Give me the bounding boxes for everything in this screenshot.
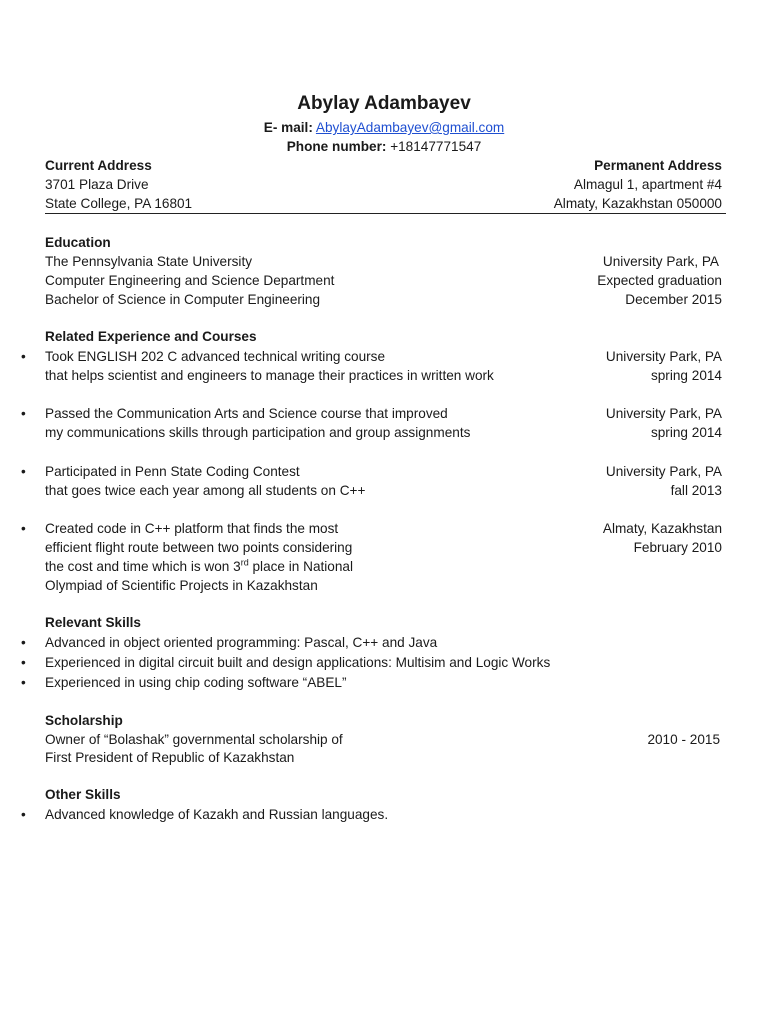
experience-date: February 2010 xyxy=(633,540,722,555)
section-heading-skills: Relevant Skills xyxy=(45,615,141,630)
experience-item-cont xyxy=(45,423,722,442)
phone-label: Phone number: xyxy=(286,139,387,154)
scholarship-line: First President of Republic of Kazakhstan xyxy=(45,750,295,765)
skill-text: Experienced in using chip coding software “ABEL” xyxy=(45,675,347,690)
bullet-icon: • xyxy=(21,464,26,479)
address-title-row xyxy=(45,156,722,175)
permanent-address-title: Permanent Address xyxy=(594,158,722,173)
bullet-icon: • xyxy=(21,635,26,650)
experience-item-cont xyxy=(45,557,722,576)
email-label: E- mail: xyxy=(263,120,313,135)
experience-item-cont xyxy=(45,366,722,385)
experience-date: spring 2014 xyxy=(650,368,722,383)
education-date: December 2015 xyxy=(625,292,722,307)
bullet-icon: • xyxy=(21,406,26,421)
current-address-line: 3701 Plaza Drive xyxy=(45,177,149,192)
education-note: Expected graduation xyxy=(597,273,722,288)
experience-line: Participated in Penn State Coding Contest xyxy=(45,464,300,479)
skill-text: Experienced in digital circuit built and design applications: Multisim and Logic Works xyxy=(45,655,551,670)
other-skill-text: Advanced knowledge of Kazakh and Russian languages. xyxy=(45,807,389,822)
email-link[interactable]: AbylayAdambayev@gmail.com xyxy=(315,120,505,135)
phone-value: +18147771547 xyxy=(390,139,482,154)
experience-line: my communications skills through participation and group assignments xyxy=(45,425,471,440)
experience-line: that goes twice each year among all students on C++ xyxy=(45,483,366,498)
current-address-title: Current Address xyxy=(45,158,152,173)
ordinal-suffix: rd xyxy=(240,557,249,568)
education-line: The Pennsylvania State University xyxy=(45,254,253,269)
experience-item-cont xyxy=(45,481,722,500)
scholarship-row xyxy=(45,730,722,749)
section-heading-scholarship: Scholarship xyxy=(45,713,123,728)
skill-item xyxy=(21,673,722,692)
section-heading-other-skills: Other Skills xyxy=(45,787,121,802)
section-heading-education: Education xyxy=(45,235,111,250)
experience-line-part: place in National xyxy=(248,559,354,574)
experience-line: Created code in C++ platform that finds the most xyxy=(45,521,339,536)
bullet-icon: • xyxy=(21,675,26,690)
experience-line: efficient flight route between two points considering xyxy=(45,540,353,555)
skill-item xyxy=(21,653,722,672)
experience-location: University Park, PA xyxy=(605,349,722,364)
education-line: Computer Engineering and Science Department xyxy=(45,273,335,288)
permanent-address-line: Almagul 1, apartment #4 xyxy=(573,177,722,192)
address-row-1 xyxy=(45,175,722,194)
experience-line: Olympiad of Scientific Projects in Kazakhstan xyxy=(45,578,318,593)
experience-item-cont xyxy=(45,538,722,557)
education-row xyxy=(45,271,722,290)
section-heading-experience: Related Experience and Courses xyxy=(45,329,257,344)
education-row xyxy=(45,290,722,309)
experience-line: that helps scientist and engineers to manage their practices in written work xyxy=(45,368,494,383)
skill-item xyxy=(21,633,722,652)
bullet-icon: • xyxy=(21,521,26,536)
education-heading-row xyxy=(45,233,722,252)
other-skill-item xyxy=(21,805,722,824)
experience-item xyxy=(21,462,722,481)
scholarship-heading-row xyxy=(45,711,722,730)
experience-item xyxy=(21,519,722,538)
experience-item-cont xyxy=(45,576,722,595)
experience-line: Took ENGLISH 202 C advanced technical writing course xyxy=(45,349,386,364)
experience-heading-row xyxy=(45,327,722,346)
experience-location: University Park, PA xyxy=(605,406,722,421)
bullet-icon: • xyxy=(21,807,26,822)
education-line: Bachelor of Science in Computer Engineering xyxy=(45,292,321,307)
bullet-icon: • xyxy=(21,655,26,670)
bullet-icon: • xyxy=(21,349,26,364)
experience-date: fall 2013 xyxy=(670,483,722,498)
experience-item xyxy=(21,404,722,423)
experience-location: Almaty, Kazakhstan xyxy=(602,521,722,536)
experience-item xyxy=(21,347,722,366)
experience-line: Passed the Communication Arts and Science course that improved xyxy=(45,406,448,421)
experience-date: spring 2014 xyxy=(650,425,722,440)
resume-name: Abylay Adambayev xyxy=(297,93,471,114)
other-skills-heading-row xyxy=(45,785,722,804)
experience-location: University Park, PA xyxy=(605,464,722,479)
scholarship-row xyxy=(45,748,722,767)
permanent-address-line: Almaty, Kazakhstan 050000 xyxy=(553,196,722,211)
skill-text: Advanced in object oriented programming: Pascal, C++ and Java xyxy=(45,635,438,650)
header-divider xyxy=(45,213,726,214)
current-address-line: State College, PA 16801 xyxy=(45,196,193,211)
scholarship-line: Owner of “Bolashak” governmental scholarship of xyxy=(45,732,343,747)
education-row xyxy=(45,252,722,271)
experience-line-part: the cost and time which is won 3 xyxy=(45,559,241,574)
address-row-2 xyxy=(45,194,722,213)
phone-line xyxy=(0,139,768,154)
scholarship-dates: 2010 - 2015 xyxy=(647,732,720,747)
skills-heading-row xyxy=(45,613,722,632)
education-location: University Park, PA xyxy=(602,254,719,269)
email-line xyxy=(0,120,768,135)
experience-line xyxy=(45,557,353,576)
